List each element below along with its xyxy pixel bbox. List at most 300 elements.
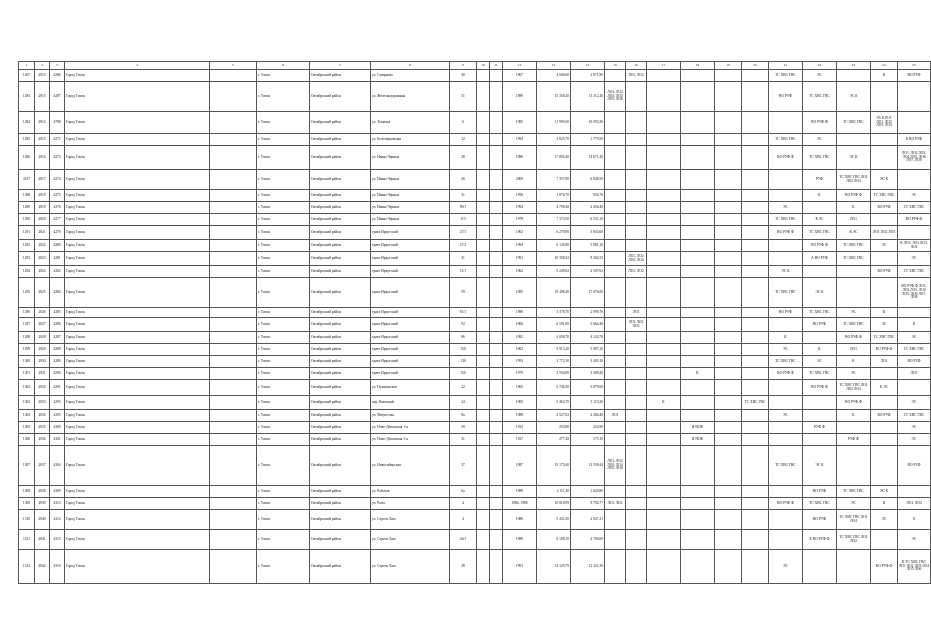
cell-col-20	[742, 510, 769, 530]
cell-col-4: Город Томск	[65, 308, 210, 318]
cell-col-14: 175,10	[571, 434, 605, 446]
cell-col-3: 4273	[50, 146, 65, 170]
cell-col-9: 31	[450, 82, 477, 112]
cell-col-7: Октябрьский район	[310, 226, 371, 240]
cell-col-7: Октябрьский район	[310, 240, 371, 252]
cell-col-21	[769, 396, 803, 410]
cell-col-11	[490, 318, 503, 332]
cell-col-15	[605, 202, 626, 214]
cell-col-19	[715, 368, 742, 380]
cell-col-6: г. Томск	[257, 202, 310, 214]
cell-col-7: Октябрьский район	[310, 82, 371, 112]
cell-col-4: Город Томск	[65, 318, 210, 332]
cell-col-17	[647, 368, 681, 380]
table-row	[19, 356, 931, 368]
cell-col-16	[626, 446, 647, 486]
cell-col-20	[742, 318, 769, 332]
cell-col-25: К ВО РУФ	[898, 134, 931, 146]
cell-col-5	[210, 146, 257, 170]
table-row	[19, 82, 931, 112]
cell-col-16	[626, 278, 647, 308]
cell-col-14: 6 531,10	[571, 214, 605, 226]
cell-col-16	[626, 410, 647, 422]
cell-col-14: 5 087,20	[571, 344, 605, 356]
cell-col-20	[742, 410, 769, 422]
cell-col-1: 1286	[19, 146, 35, 170]
column-header: 12	[503, 62, 537, 70]
cell-col-18	[681, 446, 715, 486]
cell-col-17	[647, 266, 681, 278]
cell-col-9: 96	[450, 332, 477, 344]
cell-col-24	[871, 134, 898, 146]
cell-col-8: ул. Новосибирская	[371, 446, 450, 486]
cell-col-24: ВО РУФ	[871, 202, 898, 214]
cell-col-24	[871, 82, 898, 112]
cell-col-1: 1302	[19, 380, 35, 396]
cell-col-14: 9 302,52	[571, 252, 605, 266]
cell-col-14: 224,90	[571, 422, 605, 434]
cell-col-14: 4 047,21	[571, 510, 605, 530]
cell-col-14: 5 081,10	[571, 240, 605, 252]
cell-col-21: ВО РУФ	[769, 308, 803, 318]
cell-col-1: 1298	[19, 332, 35, 344]
cell-col-8: тракт Иркутский	[371, 318, 450, 332]
cell-col-3: 4300	[50, 422, 65, 434]
cell-col-17	[647, 82, 681, 112]
cell-col-24: ВО РУФ	[871, 410, 898, 422]
cell-col-11	[490, 146, 503, 170]
cell-col-25: ТС ХВС ГВС	[898, 202, 931, 214]
cell-col-7: Октябрьский район	[310, 190, 371, 202]
table-row	[19, 318, 931, 332]
cell-col-2: 2841	[35, 530, 50, 550]
cell-col-1: 1311	[19, 530, 35, 550]
cell-col-12: 1982	[503, 332, 537, 344]
cell-col-10	[477, 202, 490, 214]
table-row	[19, 422, 931, 434]
cell-col-25: ЭС	[898, 396, 931, 410]
cell-col-10	[477, 486, 490, 498]
cell-col-13: 6 591,80	[537, 318, 571, 332]
cell-col-15	[605, 190, 626, 202]
cell-col-25: ЭС	[898, 252, 931, 266]
cell-col-24: ЭС К РО1 ЛО1, ЛО2 ЛО3, ЛО4	[871, 112, 898, 134]
cell-col-6: г. Томск	[257, 252, 310, 266]
cell-col-19	[715, 410, 742, 422]
cell-col-5	[210, 170, 257, 190]
cell-col-6: г. Томск	[257, 446, 310, 486]
cell-col-11	[490, 368, 503, 380]
cell-col-22: ТС ХВС ГВС	[803, 498, 837, 510]
cell-col-21: ВО РУФ	[769, 82, 803, 112]
cell-col-3: 4281	[50, 252, 65, 266]
cell-col-23	[837, 446, 871, 486]
cell-col-16	[626, 356, 647, 368]
cell-col-16: ЛО1	[626, 308, 647, 318]
cell-col-14: 3 289,40	[571, 368, 605, 380]
cell-col-11	[490, 434, 503, 446]
cell-col-21: ТС ХВС ГВС	[769, 134, 803, 146]
cell-col-16	[626, 112, 647, 134]
cell-col-1: 1307	[19, 446, 35, 486]
cell-col-16	[626, 146, 647, 170]
cell-col-23	[837, 266, 871, 278]
cell-col-18	[681, 240, 715, 252]
cell-col-6: г. Томск	[257, 146, 310, 170]
cell-col-23	[837, 70, 871, 82]
cell-col-13: 5 463,70	[537, 396, 571, 410]
cell-col-25: ЭС	[898, 332, 931, 344]
cell-col-25: ЭС	[898, 434, 931, 446]
cell-col-8: ул. Смирнова	[371, 70, 450, 82]
cell-col-9: 89/1	[450, 202, 477, 214]
cell-col-24	[871, 368, 898, 380]
cell-col-20	[742, 112, 769, 134]
cell-col-10	[477, 368, 490, 380]
cell-col-15	[605, 252, 626, 266]
cell-col-18	[681, 266, 715, 278]
cell-col-14: 2 999,76	[571, 308, 605, 318]
cell-col-21: ВО РУФ Ф	[769, 368, 803, 380]
cell-col-14: 1 620,80	[571, 486, 605, 498]
cell-col-16: ЛО1, ЛО2	[626, 70, 647, 82]
cell-col-14: 17 076,00	[571, 278, 605, 308]
cell-col-22: ЭС	[803, 134, 837, 146]
cell-col-11	[490, 486, 503, 498]
cell-col-1: 1304	[19, 410, 35, 422]
cell-col-13: 19 408,20	[537, 278, 571, 308]
cell-col-15: ЛО1 ЛО2	[605, 498, 626, 510]
cell-col-8: ул. Пушкинская	[371, 380, 450, 396]
cell-col-20	[742, 498, 769, 510]
cell-col-17	[647, 422, 681, 434]
cell-col-2: 2821	[35, 226, 50, 240]
cell-col-4: Город Томск	[65, 422, 210, 434]
cell-col-10	[477, 70, 490, 82]
cell-col-24	[871, 396, 898, 410]
table-row	[19, 368, 931, 380]
cell-col-8: ул. Ивана Черных	[371, 214, 450, 226]
cell-col-5	[210, 134, 257, 146]
cell-col-10	[477, 498, 490, 510]
cell-col-7: Октябрьский район	[310, 380, 371, 396]
cell-col-17	[647, 134, 681, 146]
cell-col-11	[490, 134, 503, 146]
cell-col-21	[769, 190, 803, 202]
cell-col-21: ВО РУФ Ф	[769, 146, 803, 170]
cell-col-13: 14 129,79	[537, 550, 571, 584]
cell-col-17	[647, 434, 681, 446]
cell-col-12: 1994	[503, 202, 537, 214]
cell-col-22	[803, 434, 837, 446]
cell-col-23: К	[837, 410, 871, 422]
column-header: 8	[371, 62, 450, 70]
cell-col-11	[490, 190, 503, 202]
cell-col-9: 150	[450, 344, 477, 356]
cell-col-23: ТС ХВС ГВС ЛО1 ЛО2 ЛО3	[837, 170, 871, 190]
cell-col-21	[769, 486, 803, 498]
cell-col-2: 2820	[35, 214, 50, 226]
cell-col-25: Х	[898, 510, 931, 530]
cell-col-2: 2837	[35, 446, 50, 486]
table-header	[19, 62, 931, 70]
cell-col-8: ул. Матросова	[371, 410, 450, 422]
table-row	[19, 202, 931, 214]
cell-col-10	[477, 190, 490, 202]
cell-col-12: 1986	[503, 510, 537, 530]
cell-col-17	[647, 112, 681, 134]
cell-col-20	[742, 266, 769, 278]
cell-col-18	[681, 170, 715, 190]
cell-col-23: ЭС	[837, 308, 871, 318]
cell-col-6: г. Томск	[257, 240, 310, 252]
cell-col-19	[715, 70, 742, 82]
table-row	[19, 266, 931, 278]
cell-col-23: ТС ХВС ГВС	[837, 252, 871, 266]
cell-col-19	[715, 112, 742, 134]
cell-col-10	[477, 530, 490, 550]
cell-col-16	[626, 380, 647, 396]
cell-col-1: 1312	[19, 550, 35, 584]
cell-col-16	[626, 344, 647, 356]
cell-col-23: ЭС	[837, 368, 871, 380]
cell-col-24: ВО РУФ Ф	[871, 550, 898, 584]
cell-col-23: К	[837, 356, 871, 368]
cell-col-12: 1967	[503, 70, 537, 82]
cell-col-2: 2826	[35, 308, 50, 318]
cell-col-12: 1987	[503, 446, 537, 486]
cell-col-13: 7 373,50	[537, 214, 571, 226]
cell-col-14: 13 112,40	[571, 82, 605, 112]
table-row	[19, 112, 931, 134]
cell-col-8: ул. Ново-Деповская 1-я	[371, 422, 450, 434]
cell-col-19	[715, 146, 742, 170]
column-header: 4	[65, 62, 210, 70]
cell-col-3: 4284	[50, 278, 65, 308]
cell-col-23	[837, 134, 871, 146]
cell-col-18	[681, 332, 715, 344]
cell-col-23: ЛО1	[837, 344, 871, 356]
cell-col-1: 1303	[19, 396, 35, 410]
cell-col-11	[490, 70, 503, 82]
cell-col-25: ВО РУФ Ф ЛО1, ЛО2 ЛО3, ЛО4 ЛО5, ЛО6 ЛО7, ЛО8	[898, 278, 931, 308]
cell-col-25: К	[898, 318, 931, 332]
cell-col-5	[210, 214, 257, 226]
cell-col-22	[803, 332, 837, 344]
cell-col-1: 1301	[19, 368, 35, 380]
cell-col-3: 4313	[50, 498, 65, 510]
cell-col-4: Город Томск	[65, 278, 210, 308]
cell-col-21	[769, 112, 803, 134]
cell-col-4: Город Томск	[65, 134, 210, 146]
cell-col-20	[742, 214, 769, 226]
column-header: 3	[50, 62, 65, 70]
cell-col-10	[477, 266, 490, 278]
cell-col-17	[647, 486, 681, 498]
cell-col-13: 5 431,50	[537, 510, 571, 530]
cell-col-10	[477, 146, 490, 170]
cell-col-12: 1937	[503, 434, 537, 446]
cell-col-23	[837, 422, 871, 434]
cell-col-19	[715, 332, 742, 344]
cell-col-1: 1306	[19, 434, 35, 446]
cell-col-20	[742, 486, 769, 498]
cell-col-11	[490, 226, 503, 240]
cell-col-9: 40	[450, 70, 477, 82]
cell-col-17	[647, 446, 681, 486]
cell-col-23: ТС ХВС ГВС ЛО1 ЛО2 ЛО3	[837, 380, 871, 396]
cell-col-16	[626, 486, 647, 498]
cell-col-5	[210, 344, 257, 356]
cell-col-4: Город Томск	[65, 498, 210, 510]
cell-col-21: ЭС	[769, 202, 803, 214]
cell-col-25	[898, 226, 931, 240]
cell-col-6: г. Томск	[257, 410, 310, 422]
cell-col-3: 4309	[50, 486, 65, 498]
cell-col-5	[210, 332, 257, 344]
cell-col-19	[715, 266, 742, 278]
column-header: 19	[715, 62, 742, 70]
cell-col-12: 1989	[503, 82, 537, 112]
cell-col-3: 4304	[50, 446, 65, 486]
cell-col-22: К ВО РУФ Ф	[803, 530, 837, 550]
cell-col-3: 4301	[50, 434, 65, 446]
cell-col-5	[210, 434, 257, 446]
cell-col-22: ТС ХВС ГВС	[803, 368, 837, 380]
cell-col-19	[715, 530, 742, 550]
cell-col-18: Я НОК	[681, 434, 715, 446]
cell-col-7: Октябрьский район	[310, 486, 371, 498]
cell-col-17	[647, 550, 681, 584]
cell-col-10	[477, 332, 490, 344]
cell-col-6: г. Томск	[257, 434, 310, 446]
cell-col-22	[803, 410, 837, 422]
cell-col-4: Город Томск	[65, 252, 210, 266]
cell-col-5	[210, 356, 257, 368]
cell-col-6: г. Томск	[257, 318, 310, 332]
cell-col-5	[210, 510, 257, 530]
cell-col-15	[605, 278, 626, 308]
cell-col-9: 4	[450, 510, 477, 530]
cell-col-19	[715, 422, 742, 434]
cell-col-16	[626, 498, 647, 510]
column-header: 22	[803, 62, 837, 70]
cell-col-19	[715, 226, 742, 240]
cell-col-7: Октябрьский район	[310, 112, 371, 134]
cell-col-22: ВО РУФ	[803, 318, 837, 332]
cell-col-14: 5 664,40	[571, 318, 605, 332]
cell-col-10	[477, 240, 490, 252]
cell-col-8: тракт Иркутский	[371, 252, 450, 266]
cell-col-13: 4 656,70	[537, 332, 571, 344]
cell-col-3: 4286	[50, 70, 65, 82]
cell-col-8: ул. Сергея Лазо	[371, 510, 450, 530]
cell-col-8: ул. Ивана Черных	[371, 146, 450, 170]
cell-col-13: 6 108,10	[537, 530, 571, 550]
cell-col-9: 24	[450, 396, 477, 410]
cell-col-25	[898, 82, 931, 112]
cell-col-25	[898, 380, 931, 396]
cell-col-19	[715, 446, 742, 486]
cell-col-14: 4 507,62	[571, 266, 605, 278]
table-row	[19, 146, 931, 170]
cell-col-5	[210, 202, 257, 214]
cell-col-18	[681, 380, 715, 396]
table-row	[19, 434, 931, 446]
cell-col-24: ЛО1 ЛО2 ЛО3	[871, 226, 898, 240]
cell-col-6: г. Томск	[257, 308, 310, 318]
cell-col-6: г. Томск	[257, 510, 310, 530]
cell-col-17	[647, 380, 681, 396]
cell-col-4: Город Томск	[65, 214, 210, 226]
cell-col-5	[210, 498, 257, 510]
cell-col-5	[210, 318, 257, 332]
cell-col-7: Октябрьский район	[310, 356, 371, 368]
cell-col-19	[715, 134, 742, 146]
cell-col-2: 2816	[35, 146, 50, 170]
cell-col-24: ЭС	[871, 318, 898, 332]
table-body	[19, 70, 931, 584]
cell-col-6: г. Томск	[257, 266, 310, 278]
cell-col-18	[681, 202, 715, 214]
cell-col-22: А ВО РУФ	[803, 252, 837, 266]
cell-col-1: 1284	[19, 112, 35, 134]
cell-col-8: ул. Ивана Черных	[371, 202, 450, 214]
cell-col-20	[742, 134, 769, 146]
cell-col-7: Октябрьский район	[310, 434, 371, 446]
cell-col-25: ЭС	[898, 530, 931, 550]
cell-col-21: ВО РУФ Ф	[769, 226, 803, 240]
cell-col-25: ЛО1, ЛО4	[898, 498, 931, 510]
cell-col-2: 2813	[35, 70, 50, 82]
cell-col-7: Октябрьский район	[310, 396, 371, 410]
cell-col-7: Октябрьский район	[310, 332, 371, 344]
cell-col-24	[871, 434, 898, 446]
cell-col-8: ул. Розы	[371, 498, 450, 510]
column-header: 14	[571, 62, 605, 70]
cell-col-6: г. Томск	[257, 486, 310, 498]
cell-col-20	[742, 530, 769, 550]
cell-col-25: ВО РУФ	[898, 70, 931, 82]
cell-col-15	[605, 170, 626, 190]
cell-col-25: ВО РУФ	[898, 446, 931, 486]
cell-col-11	[490, 252, 503, 266]
cell-col-4: Город Томск	[65, 70, 210, 82]
cell-col-6: г. Томск	[257, 498, 310, 510]
cell-col-12: 1962	[503, 226, 537, 240]
cell-col-4: Город Томск	[65, 332, 210, 344]
cell-col-11	[490, 332, 503, 344]
cell-col-5	[210, 396, 257, 410]
cell-col-15: ЛО1	[605, 410, 626, 422]
cell-col-4: Город Томск	[65, 202, 210, 214]
cell-col-18	[681, 396, 715, 410]
cell-col-10	[477, 550, 490, 584]
cell-col-7: Октябрьский район	[310, 252, 371, 266]
cell-col-6: г. Томск	[257, 368, 310, 380]
cell-col-16	[626, 170, 647, 190]
cell-col-23: ТС ХВС ГВС	[837, 240, 871, 252]
cell-col-4: Город Томск	[65, 240, 210, 252]
cell-col-14: 5 119,20	[571, 396, 605, 410]
cell-col-3: 4315	[50, 530, 65, 550]
table-row	[19, 226, 931, 240]
cell-col-24	[871, 422, 898, 434]
cell-col-9: 26	[450, 170, 477, 190]
cell-col-4: Город Томск	[65, 446, 210, 486]
cell-col-18	[681, 530, 715, 550]
cell-col-13: 15 358,40	[537, 82, 571, 112]
